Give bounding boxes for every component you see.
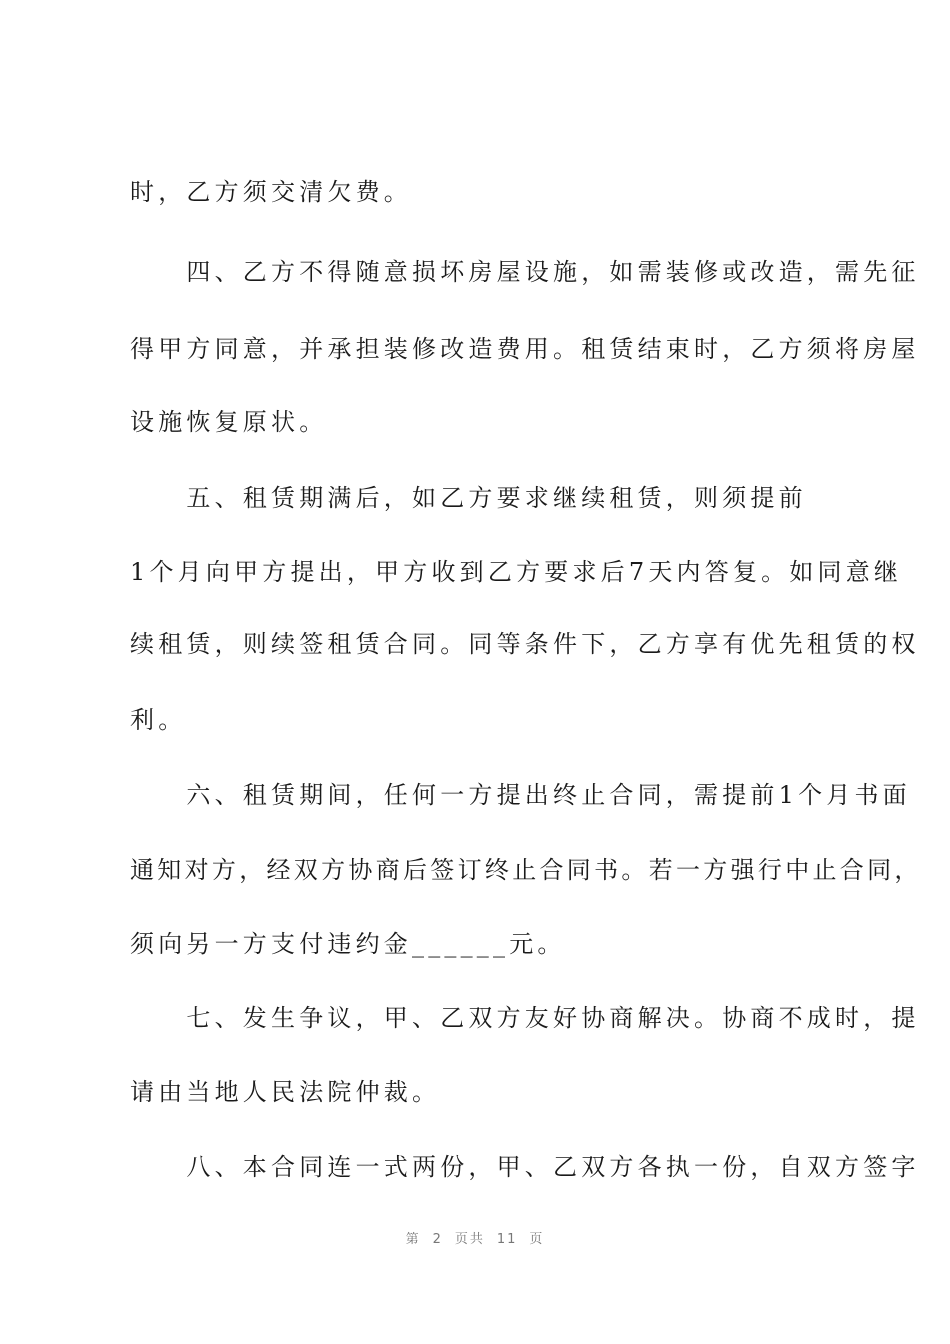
- footer-total-pages: 11: [496, 1232, 518, 1247]
- paragraph-line: 七、发生争议，甲、乙双方友好协商解决。协商不成时，提: [130, 1004, 920, 1032]
- page-footer: [0, 1228, 950, 1247]
- paragraph-line: 五、租赁期满后，如乙方要求继续租赁，则须提前: [130, 484, 807, 512]
- footer-page-number: 2: [432, 1232, 443, 1247]
- paragraph-line: 通知对方，经双方协商后签订终止合同书。若一方强行中止合同，: [130, 856, 922, 884]
- paragraph-line: 时，乙方须交清欠费。: [130, 178, 412, 206]
- paragraph-line: 须向另一方支付违约金______元。: [130, 930, 566, 958]
- footer-suffix: 页: [529, 1232, 545, 1247]
- paragraph-line: 请由当地人民法院仲裁。: [130, 1078, 441, 1106]
- paragraph-line: 设施恢复原状。: [130, 408, 328, 436]
- paragraph-line: 1个月向甲方提出，甲方收到乙方要求后7天内答复。如同意继: [130, 558, 903, 586]
- footer-prefix: 第: [405, 1232, 421, 1247]
- paragraph-line: 六、租赁期间，任何一方提出终止合同，需提前1个月书面: [130, 781, 911, 809]
- footer-mid: 页共: [454, 1232, 485, 1247]
- paragraph-line: 四、乙方不得随意损坏房屋设施，如需装修或改造，需先征: [130, 258, 920, 286]
- paragraph-line: 续租赁，则续签租赁合同。同等条件下，乙方享有优先租赁的权: [130, 630, 920, 658]
- paragraph-line: 八、本合同连一式两份，甲、乙双方各执一份，自双方签字: [130, 1153, 920, 1181]
- paragraph-line: 利。: [130, 706, 187, 734]
- paragraph-line: 得甲方同意，并承担装修改造费用。租赁结束时，乙方须将房屋: [130, 335, 920, 363]
